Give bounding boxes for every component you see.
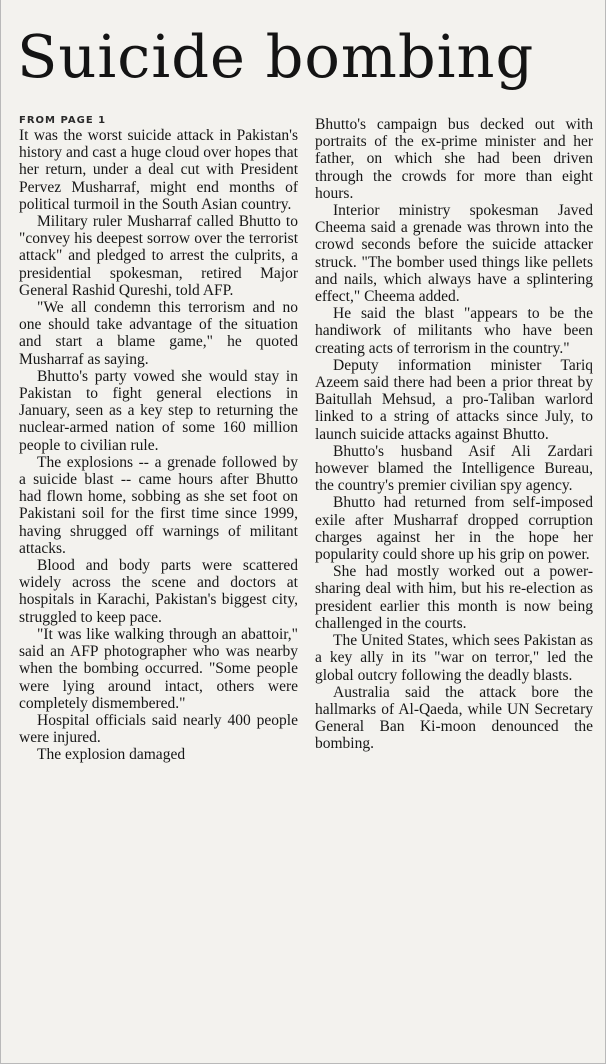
right-column: [315, 116, 593, 1062]
paragraph: She had mostly worked out a power-sharing deal with him, but his re-election as president earlier this month is now being challenged in the courts.: [315, 563, 593, 632]
paragraph: The explosions -- a grenade followed by a suicide blast -- came hours after Bhutto had flown home, sobbing as she set foot on Pakistani soil for the first time since 1999, having shrugged off warnings of militant attacks.: [19, 453, 298, 557]
paragraph: Bhutto's party vowed she would stay in Pakistan to fight general elections in January, seen as a key step to returning the nuclear-armed nation of some 160 million people to civilian rule.: [19, 367, 298, 454]
paragraph: "We all condemn this terrorism and no one should take advantage of the situation and start a blame game," he quoted Musharraf as saying.: [19, 299, 298, 368]
left-column: [19, 116, 298, 1062]
paragraph: Military ruler Musharraf called Bhutto to "convey his deepest sorrow over the terrorist attack" and pledged to arrest the culprits, a presidential spokesman, retired Major General Rashid Qureshi, told AFP.: [19, 213, 298, 299]
paragraph: He said the blast "appears to be the handiwork of militants who have been creating acts of terrorism in the country.": [315, 305, 593, 357]
from-page-label: FROM PAGE 1: [19, 116, 107, 126]
paragraph: Deputy information minister Tariq Azeem said there had been a prior threat by Baitullah Mehsud, a pro-Taliban warlord linked to a string of attacks since July, to launch suicide attacks against Bhutto.: [315, 356, 593, 443]
paragraph: Bhutto had returned from self-imposed exile after Musharraf dropped corruption charges against her in the hope her popularity could shore up his grip on power.: [315, 494, 593, 564]
paragraph: "It was like walking through an abattoir," said an AFP photographer who was nearby when the bombing occurred. "Some people were lying around intact, others were completely dismembered.": [19, 625, 298, 712]
paragraph: The United States, which sees Pakistan as a key ally in its "war on terror," led the global outcry following the deadly blasts.: [315, 632, 593, 684]
paragraph: It was the worst suicide attack in Pakistan's history and cast a huge cloud over hopes that her return, under a deal cut with President Pervez Musharraf, might end months of political turmoil in the South Asian country.: [19, 127, 298, 213]
paragraph: The explosion damaged: [37, 746, 186, 764]
paragraph: Bhutto's campaign bus decked out with portraits of the ex-prime minister and her father, on which she had been driven through the crowds for more than eight hours.: [315, 116, 593, 202]
paragraph: Blood and body parts were scattered widely across the scene and doctors at hospitals in Karachi, Pakistan's biggest city, struggled to keep pace.: [19, 557, 298, 626]
paragraph: Australia said the attack bore the hallmarks of Al-Qaeda, while UN Secretary General Ban Ki-moon denounced the bombing.: [315, 683, 593, 753]
paragraph: Interior ministry spokesman Javed Cheema said a grenade was thrown into the crowd seconds before the suicide attacker struck. "The bomber used things like pellets and nails, which always have a splintering effect," Cheema added.: [315, 202, 593, 306]
headline: Suicide bombing: [17, 22, 535, 91]
paragraph: Bhutto's husband Asif Ali Zardari however blamed the Intelligence Bureau, the country's premier civilian spy agency.: [315, 442, 593, 495]
article-body: [19, 116, 593, 1062]
paragraph: Hospital officials said nearly 400 people were injured.: [19, 711, 298, 747]
